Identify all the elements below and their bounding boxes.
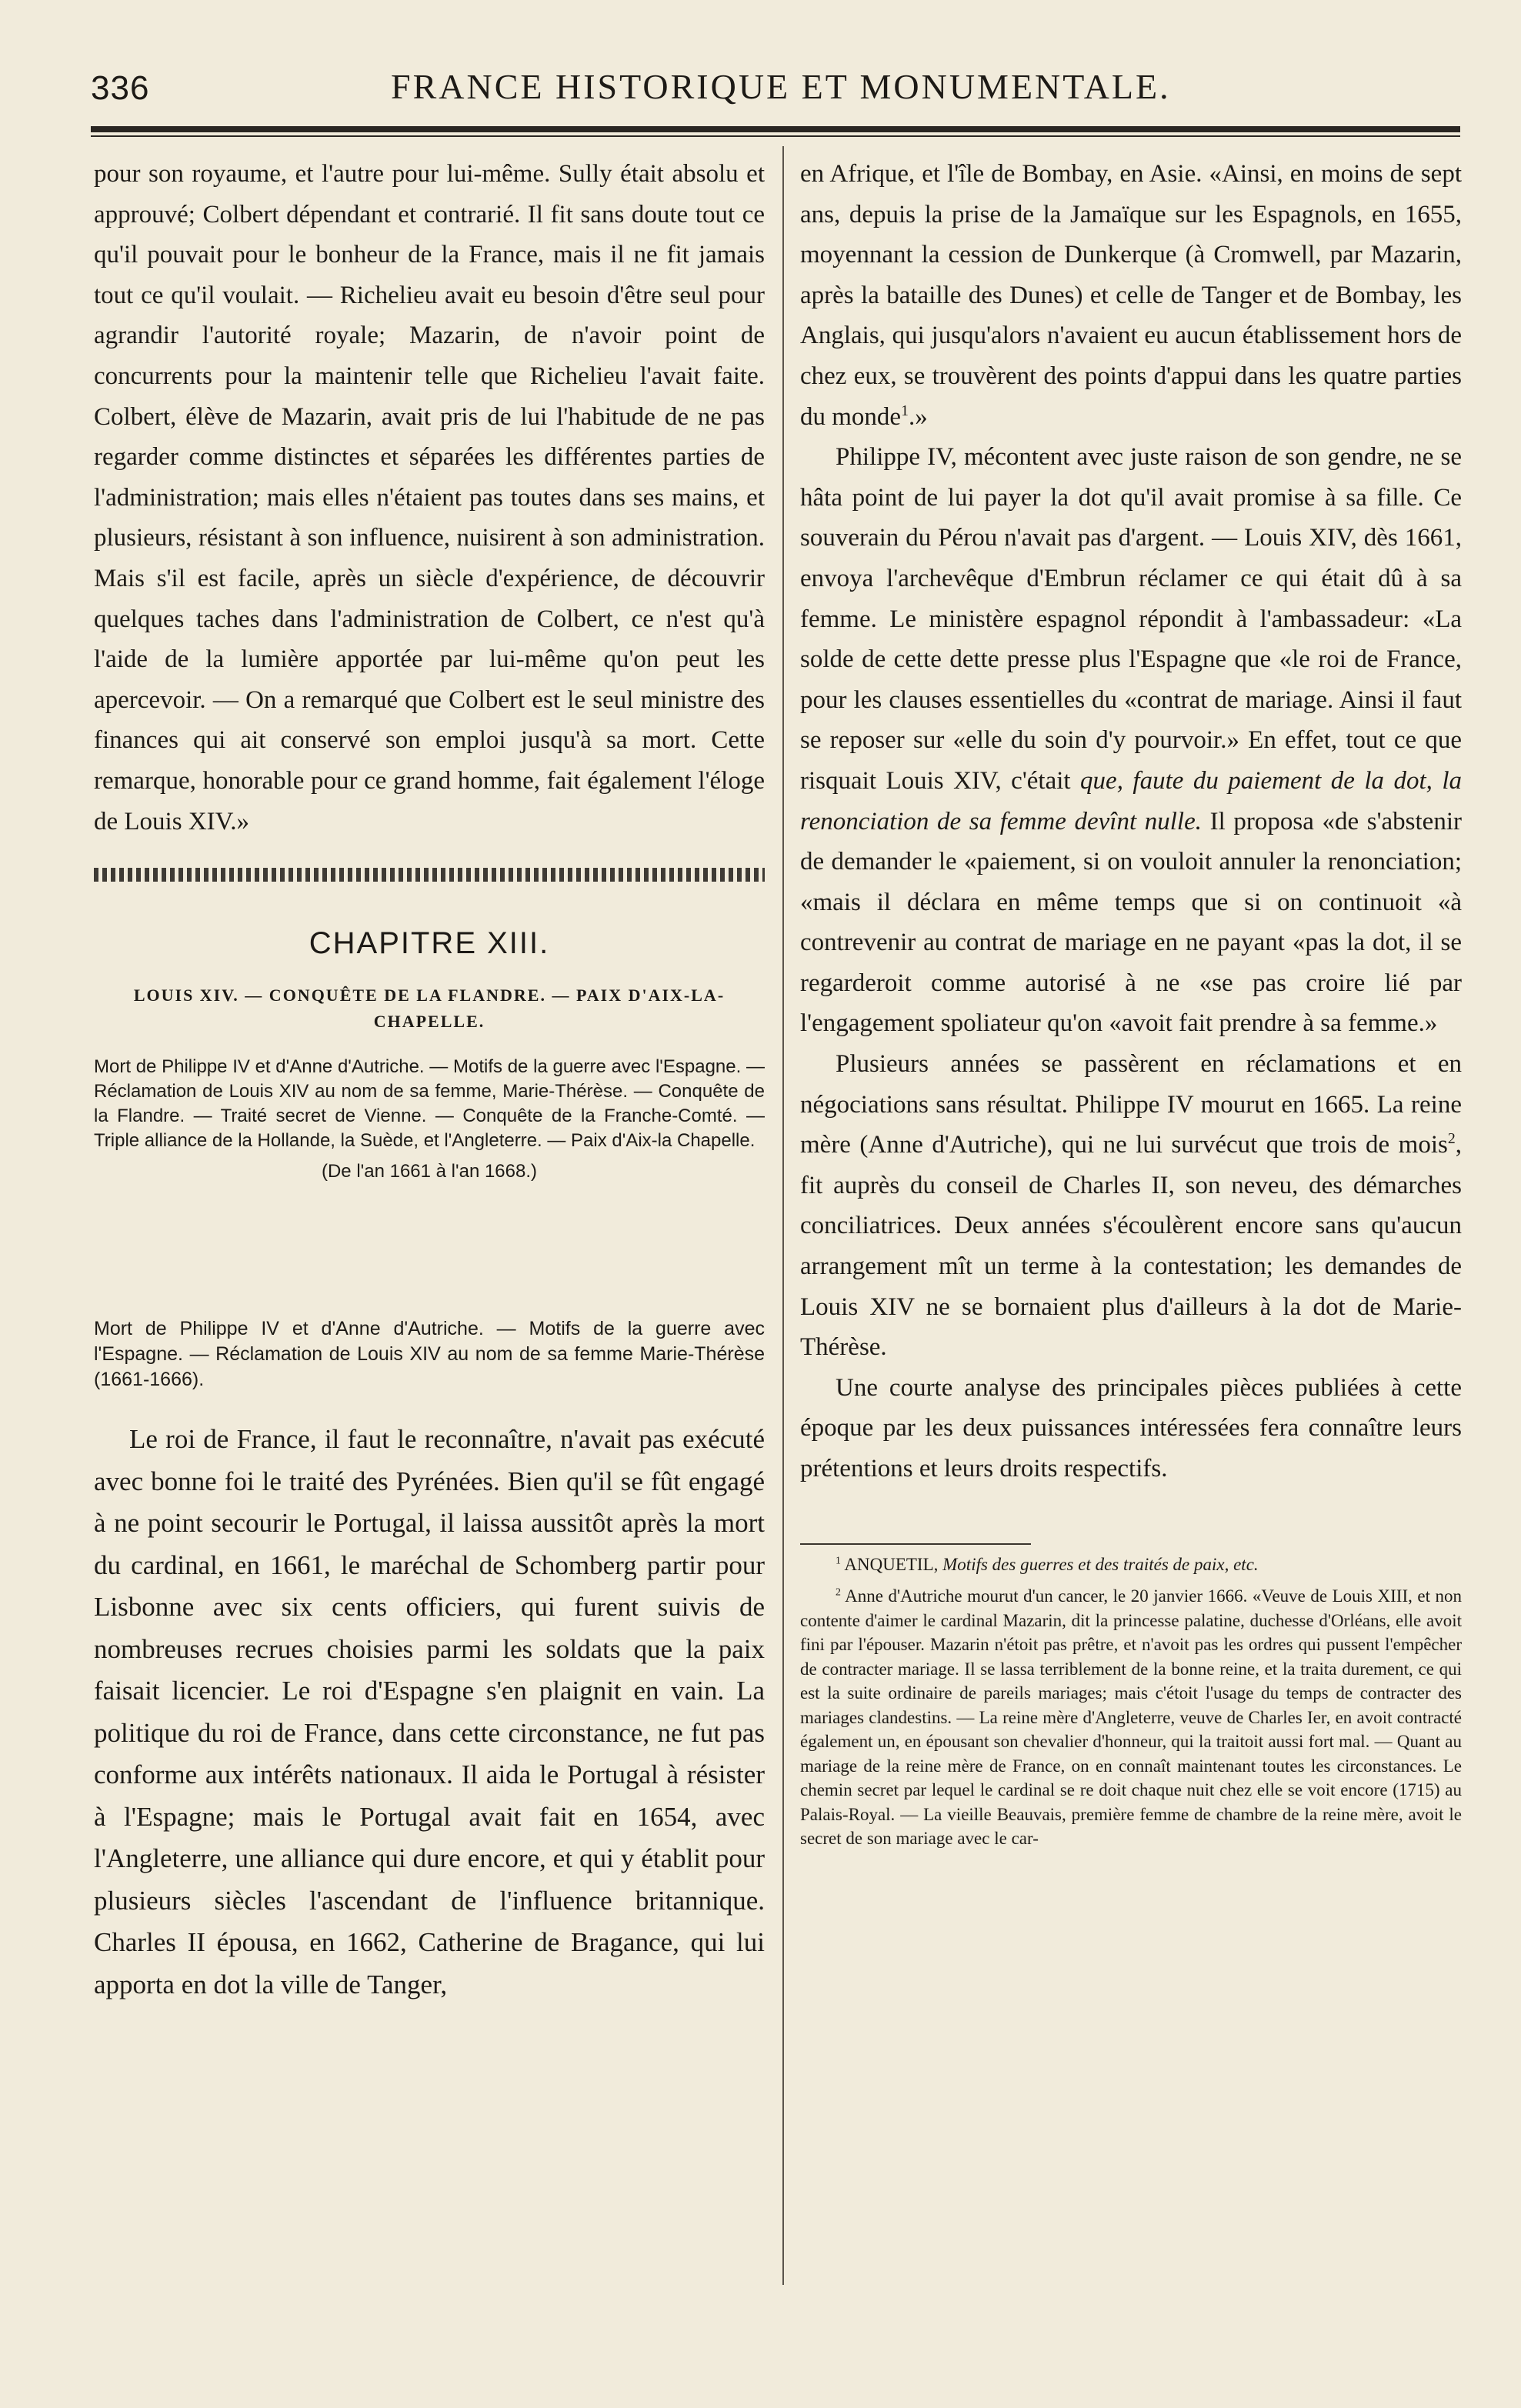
right-column: [800, 154, 1462, 1851]
footnote-1-author: ANQUETIL,: [844, 1554, 939, 1574]
column-divider: [782, 146, 784, 2285]
paragraph-traite-pyrenees: Le roi de France, il faut le reconnaître, n'avait pas exécuté avec bonne foi le traité des Pyrénées. Bien qu'il se fût engagé à ne point secourir le Portugal, il laissa aussitôt après la mort du cardinal, en 1661, le maréchal de Schomberg partir pour Lisbonne avec six cents officiers, qui furent suivis de nombreuses recrues choisies parmi les soldats que la paix faisait licencier. Le roi d'Espagne s'en plaignit en vain. La politique du roi de France, dans cette circonstance, ne fut pas conforme aux intérêts nationaux. Il aida le Portugal à résister à l'Espagne; mais le Portugal avait fait en 1654, avec l'Angleterre, une alliance qui dure encore, et qui y établit pour plusieurs siècles l'ascendant de l'influence britannique. Charles II épousa, en 1662, Catherine de Bragance, qui lui apporta en dot la ville de Tanger,: [94, 1424, 765, 1999]
paragraph-plusieurs-text: Plusieurs années se passèrent en réclamations et en négociations sans résultat. Philippe IV mourut en 1665. La reine mère (Anne d'Autriche), qui ne lui survécut que trois de mois: [800, 1050, 1462, 1159]
chapter-summary: Mort de Philippe IV et d'Anne d'Autriche. — Motifs de la guerre avec l'Espagne. — Réclamation de Louis XIV au nom de sa femme, Marie-Thérèse. — Conquête de la Flandre. — Traité secret de Vienne. — Conquête de la Franche-Comté. — Triple alliance de la Hollande, la Suède, et l'Angleterre. — Paix d'Aix-la Chapelle.: [94, 1056, 765, 1152]
paragraph-colbert: pour son royaume, et l'autre pour lui-même. Sully était absolu et approuvé; Colbert dépendant et contrarié. Il fit sans doute tout ce qu'il pouvait pour le bonheur de la France, mais il ne fit jamais tout ce qu'il voulait. — Richelieu avait eu besoin d'être seul pour agrandir l'autorité royale; Mazarin, de n'avoir point de concurrents pour la maintenir telle que Richelieu l'avait faite. Colbert, élève de Mazarin, avait pris de lui l'habitude de ne pas regarder comme distinctes et séparées les différentes parties de l'administration; mais elles n'étaient pas toutes dans ses mains, et plusieurs, résistant à son influence, nuisirent à son administration. Mais s'il est facile, après un siècle d'expérience, de découvrir quelques taches dans l'administration de Colbert, ce n'est qu'à l'aide de la lumière apportée par lui-même qu'on peut les apercevoir. — On a remarqué que Colbert est le seul ministre des finances qui ait conservé son emploi jusqu'à sa mort. Cette remarque, honorable pour ce grand homme, fait également l'éloge de Louis XIV.»: [94, 160, 765, 835]
footnote-2-text: Anne d'Autriche mourut d'un cancer, le 20 janvier 1666. «Veuve de Louis XIII, et non contente d'aimer le cardinal Mazarin, dit la princesse palatine, duchesse d'Orléans, elle avoit fini par l'épouser. Mazarin n'étoit pas prêtre, et n'avoit pas les ordres qui pussent l'empêcher de contracter mariage. Il se lassa terriblement de la bonne reine, et la traita durement, ce qui est la suite ordinaire de pareils mariages; mais c'étoit l'usage du temps de contracter des mariages clandestins. — La reine mère d'Angleterre, veuve de Charles Ier, en avoit contracté également un, en épousant son chevalier d'honneur, qui la traitoit aussi fort mal. — Quant au mariage de la reine mère de France, on en connaît maintenant toutes les circonstances. Le chemin secret par lequel le cardinal se re doit chaque nuit chez elle se voit encore (1715) au Palais-Royal. — La vieille Beauvais, première femme de chambre de la reine mère, avoit le secret de son mariage avec le car-: [800, 1586, 1463, 1849]
paragraph-philippe-italic: que, faute du paiement de la dot, la renonciation de sa femme devînt nulle.: [800, 766, 1463, 835]
paragraph-afrique: [800, 154, 1462, 437]
footnote-2: [800, 1584, 1462, 1851]
paragraph-afrique-end: .»: [908, 402, 928, 431]
paragraph-plusieurs-end: , fit auprès du conseil de Charles II, son neveu, des démarches conciliatrices. Deux années s'écoulèrent encore sans qu'aucun arrangement mît un terme à la contestation; les demandes de Louis XIV ne se bornaient plus d'ailleurs à la dot de Marie-Thérèse.: [800, 1131, 1462, 1362]
header-rule-thin: [91, 135, 1460, 137]
page-header: [91, 62, 1460, 108]
section-summary: Mort de Philippe IV et d'Anne d'Autriche. — Motifs de la guerre avec l'Espagne. — Réclamation de Louis XIV au nom de sa femme Marie-Thérèse (1661-1666).: [94, 1318, 765, 1391]
paragraph-afrique-text: en Afrique, et l'île de Bombay, en Asie. «Ainsi, en moins de sept ans, depuis la prise de la Jamaïque sur les Espagnols, en 1655, moyennant la cession de Dunkerque (à Cromwell, par Mazarin, après la bataille des Dunes) et celle de Tanger et de Bombay, les Anglais, qui jusqu'alors n'avaient eu aucun établissement hors de chez eux, se trouvèrent des points d'appui dans les quatre parties du monde: [800, 160, 1462, 431]
paragraph-philippe-iv: [800, 437, 1462, 1044]
paragraph-courte-analyse: Une courte analyse des principales pièces publiées à cette époque par les deux puissances intéressées fera connaître leurs prétentions et leurs droits respectifs.: [800, 1373, 1462, 1482]
chapter-title: CHAPITRE XIII.: [309, 926, 550, 961]
header-rule-thick: [91, 126, 1460, 132]
footnote-1-number: 1: [836, 1553, 841, 1566]
ornamental-divider: [94, 868, 765, 882]
paragraph-philippe-text: Philippe IV, mécontent avec juste raison de son gendre, ne se hâta point de lui payer la dot qu'il avait promise à sa fille. Ce souverain du Pérou n'avait pas d'argent. — Louis XIV, dès 1661, envoya l'archevêque d'Embrun réclamer ce qui était dû à sa femme. Le ministère espagnol répondit à l'ambassadeur: «La solde de cette dette presse plus l'Espagne que «le roi de France, pour les clauses essentielles du «contrat de mariage. Ainsi il faut se reposer sur «elle du soin d'y pourvoir.» En effet, tout ce que risquait Louis XIV, c'était: [800, 443, 1462, 795]
page-number: 336: [91, 69, 150, 107]
paragraph-plusieurs-annees: [800, 1044, 1462, 1368]
paragraph-philippe-end: Il proposa «de s'abstenir de demander le «paiement, si on vouloit annuler la renonciation; «mais il déclara en même temps que si on continuoit «à contrevenir au contrat de mariage en ne payant «pas la dot, il se regarderoit comme autorisé à ne «se pas croire lié par l'engagement spoliateur qu'on «avoit fait prendre à sa femme.»: [800, 807, 1462, 1038]
running-title: FRANCE HISTORIQUE ET MONUMENTALE.: [391, 67, 1171, 106]
footnote-rule: [800, 1543, 1031, 1545]
chapter-subtitle: LOUIS XIV. — CONQUÊTE DE LA FLANDRE. — PAIX D'AIX-LA-CHAPELLE.: [133, 986, 725, 1032]
footnote-2-number: 2: [836, 1586, 841, 1598]
footnote-ref-2: 2: [1447, 1130, 1456, 1148]
footnote-1: [800, 1553, 1462, 1577]
left-column: [94, 154, 765, 2006]
footnote-1-title: Motifs des guerres et des traités de paix, etc.: [942, 1554, 1259, 1574]
chapter-date-range: (De l'an 1661 à l'an 1668.): [321, 1161, 538, 1182]
footnote-ref-1: 1: [901, 402, 909, 419]
